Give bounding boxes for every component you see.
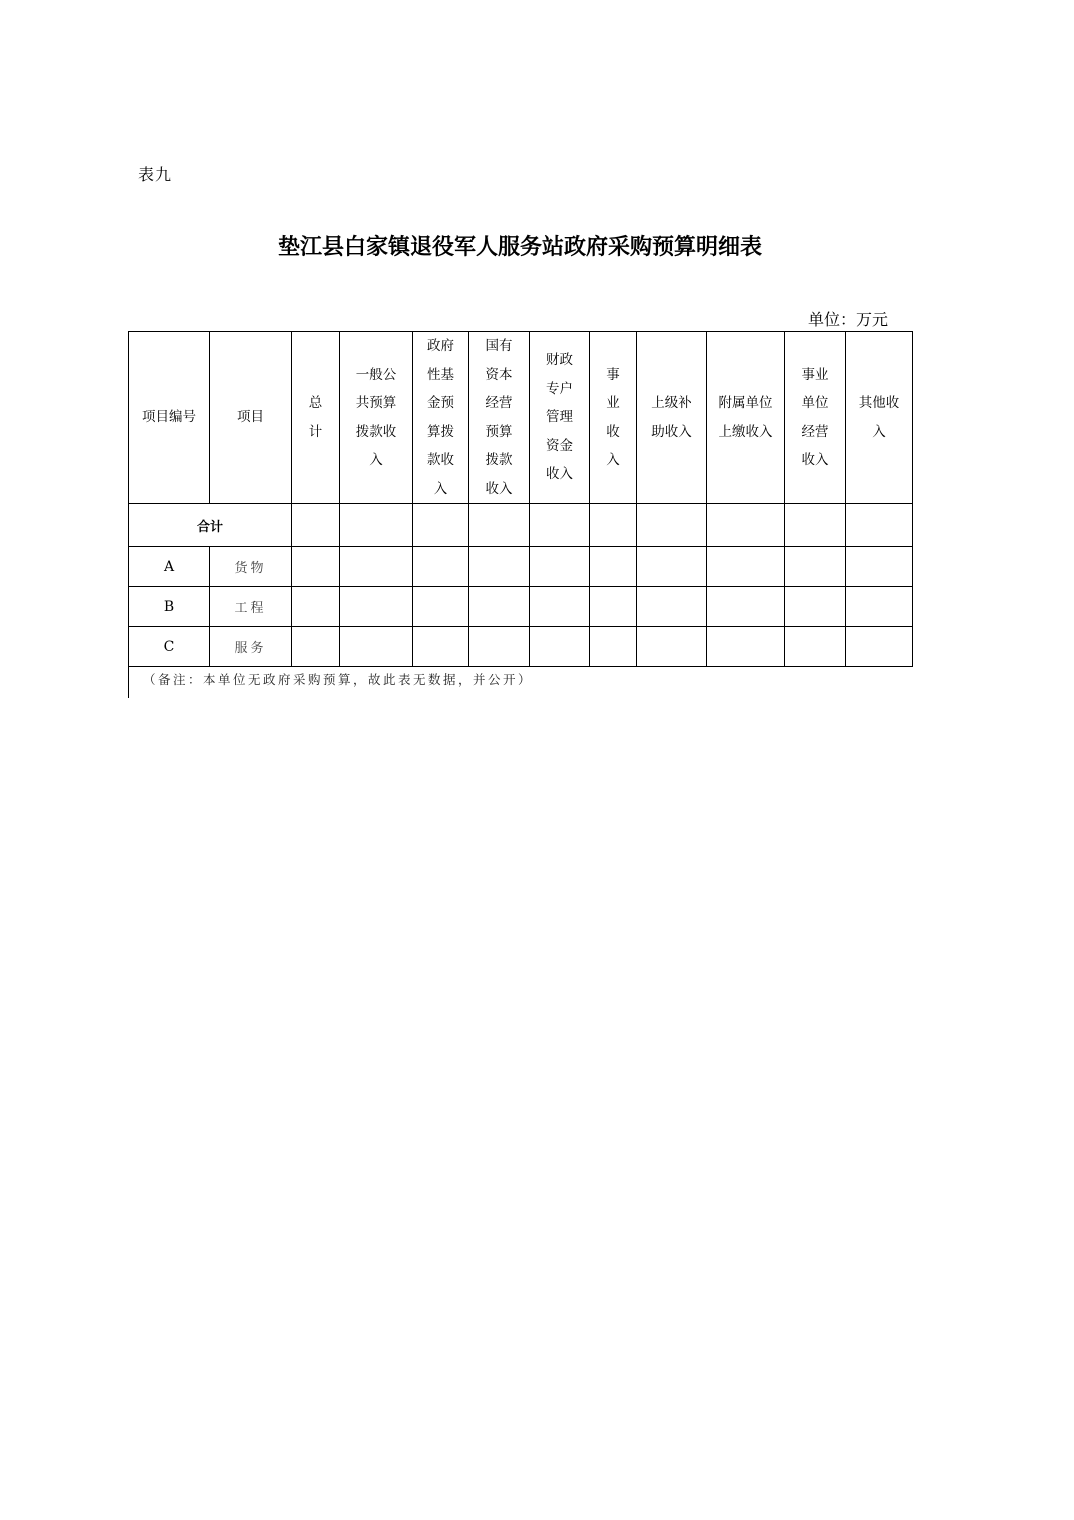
procurement-budget-table [128,331,913,667]
value-cell [785,587,846,627]
header-cell [637,332,707,504]
value-cell [637,627,707,667]
header-label-line: 管理 [546,409,573,426]
value-cell [846,547,913,587]
header-cell [846,332,913,504]
value-cell [413,547,469,587]
header-label [292,389,339,446]
table-number: 表九 [138,165,173,184]
value-cell [413,627,469,667]
item-name: 服务 [210,627,292,667]
header-label [469,332,529,503]
value-cell [785,504,846,547]
header-label-line: 收入 [801,452,829,468]
header-label-line: 政府 [427,338,454,354]
header-label-line: 预算 [485,423,513,440]
item-code: A [129,547,210,587]
header-label-line: 计 [308,423,323,440]
value-cell [292,504,340,547]
header-label-line: 收入 [546,466,573,483]
header-label-line: 一般公 [355,366,397,383]
header-label-line: 金预 [427,395,454,411]
value-cell [846,627,913,667]
header-label-line: 项目编号 [142,409,196,426]
header-label-line: 事 [606,366,620,383]
table-row [129,587,913,627]
header-label-line: 项目 [237,409,264,426]
value-cell [292,627,340,667]
value-cell [707,547,785,587]
header-cell [129,332,210,504]
header-cell [785,332,846,504]
header-label-line: 共预算 [355,395,397,411]
header-label-line: 事业 [801,366,829,383]
header-cell [340,332,413,504]
value-cell [469,547,530,587]
value-cell [413,504,469,547]
header-label-line: 收入 [485,480,513,497]
header-cell [292,332,340,504]
header-label [340,361,412,475]
item-code: C [129,627,210,667]
header-label-line: 专户 [546,380,573,397]
value-cell [530,547,590,587]
value-cell [637,587,707,627]
header-label-line: 总 [308,395,323,411]
header-row [129,332,913,504]
table-row [129,627,913,667]
header-label-line: 算拨 [427,423,454,440]
header-label-line: 国有 [485,338,513,354]
header-label-line: 拨款收 [355,423,397,440]
unit-label: 单位：万元 [808,310,889,329]
header-label-line: 上缴收入 [718,423,773,440]
header-cell [530,332,590,504]
header-label [637,389,706,446]
value-cell [469,627,530,667]
value-cell [469,504,530,547]
value-cell [530,627,590,667]
value-cell [340,627,413,667]
value-cell [292,547,340,587]
header-label-line: 收 [606,423,620,440]
header-label [590,361,636,475]
header-cell [590,332,637,504]
header-label-line: 经营 [801,423,829,440]
header-label-line: 入 [872,423,886,440]
header-label-line: 入 [606,452,620,468]
header-label [785,361,845,475]
header-label-line: 入 [433,480,448,497]
value-cell [637,504,707,547]
table-row [129,547,913,587]
value-cell [340,587,413,627]
value-cell [292,587,340,627]
header-label [707,389,784,446]
value-cell [846,587,913,627]
header-label-line: 性基 [427,366,454,383]
header-label-line: 业 [606,395,620,411]
header-label-line: 经营 [485,395,513,411]
header-label-line: 财政 [546,352,573,369]
value-cell [707,504,785,547]
total-row [129,504,913,547]
header-label-line: 助收入 [651,423,692,440]
header-label-line: 款收 [427,452,454,468]
value-cell [413,587,469,627]
value-cell [340,504,413,547]
item-name: 工程 [210,587,292,627]
header-label-line: 单位 [801,395,829,411]
total-label: 合计 [129,504,292,547]
header-label-line: 资本 [485,366,513,383]
header-label-line: 资金 [546,437,573,454]
value-cell [530,504,590,547]
value-cell [846,504,913,547]
footnote: （备注：本单位无政府采购预算，故此表无数据，并公开） [128,664,533,698]
header-label [530,346,589,489]
header-label [846,389,912,446]
value-cell [785,547,846,587]
item-name: 货物 [210,547,292,587]
value-cell [530,587,590,627]
value-cell [707,587,785,627]
value-cell [590,504,637,547]
value-cell [590,627,637,667]
value-cell [707,627,785,667]
header-label [413,332,468,503]
header-cell [469,332,530,504]
value-cell [469,587,530,627]
document-title: 垫江县白家镇退役军人服务站政府采购预算明细表 [277,234,762,260]
header-label-line: 拨款 [485,452,513,468]
item-code: B [129,587,210,627]
header-label-line: 其他收 [858,395,900,411]
header-cell [210,332,292,504]
header-cell [707,332,785,504]
value-cell [785,627,846,667]
value-cell [340,547,413,587]
header-label [129,403,209,432]
value-cell [590,547,637,587]
header-label [210,403,291,432]
value-cell [637,547,707,587]
header-cell [413,332,469,504]
value-cell [590,587,637,627]
header-label-line: 上级补 [651,395,692,411]
header-label-line: 入 [369,452,383,468]
header-label-line: 附属单位 [718,395,773,411]
